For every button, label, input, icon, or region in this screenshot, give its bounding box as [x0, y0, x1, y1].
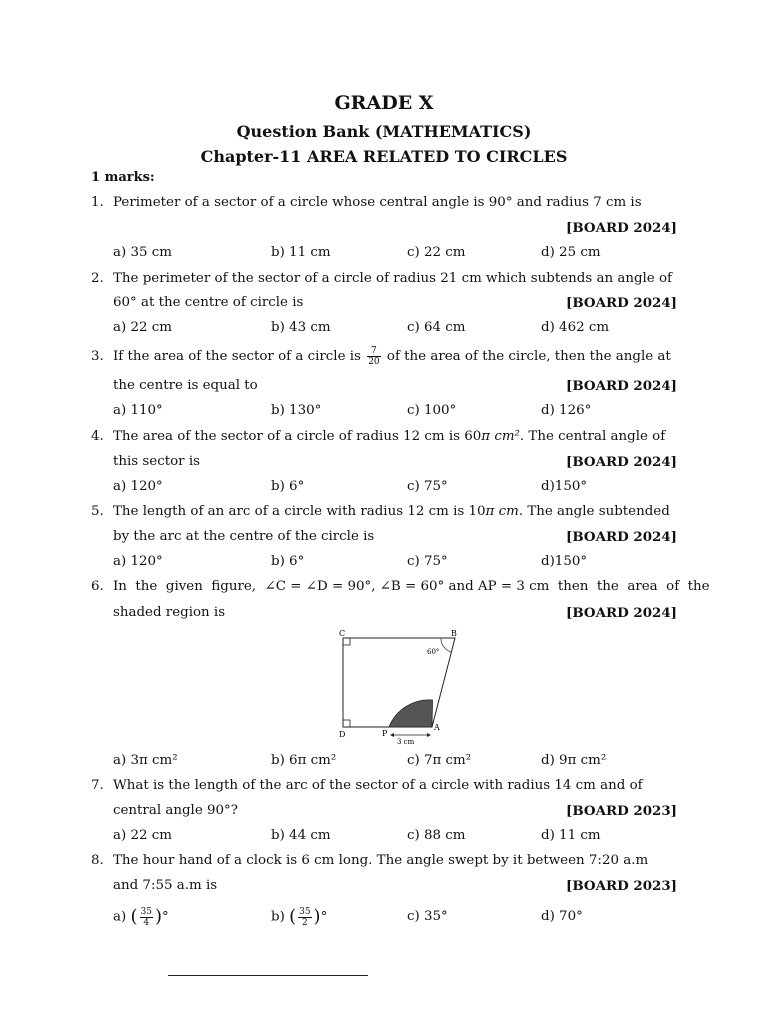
option-c: c) 64 cm [407, 320, 466, 335]
option-a: a) 120° [113, 479, 163, 494]
math-expression: π cm² [481, 429, 520, 444]
board-tag: [BOARD 2024] [566, 454, 677, 470]
option-a: a) 110° [113, 403, 163, 418]
option-d: d) 126° [541, 403, 592, 418]
question-text [113, 345, 678, 369]
label-b: B [451, 629, 457, 638]
option-a [113, 902, 169, 933]
option-d: d) 462 cm [541, 320, 610, 335]
label-length: 3 cm [397, 738, 415, 746]
paren-open: ( [130, 906, 138, 927]
option-c: c) 75° [407, 554, 448, 569]
option-d: d) 25 cm [541, 245, 601, 260]
fraction [140, 907, 153, 928]
option-a: a) 120° [113, 554, 163, 569]
right-angle-mark-d [343, 720, 350, 727]
question-number: 8. [91, 853, 104, 868]
arrow-head-right [427, 733, 431, 737]
board-tag: [BOARD 2024] [566, 295, 677, 311]
board-tag: [BOARD 2023] [566, 878, 677, 894]
option-c: c) 75° [407, 479, 448, 494]
option-c: c) 88 cm [407, 828, 466, 843]
question-text-part: If the area of the sector of a circle is [113, 349, 361, 364]
option-b: b) 6° [271, 554, 305, 569]
label-angle: 60° [427, 648, 440, 656]
option-label: b) [271, 909, 285, 925]
board-tag: [BOARD 2024] [566, 220, 677, 236]
degree-symbol: ° [320, 909, 328, 925]
grade-title: GRADE X [334, 92, 434, 114]
fraction-numerator: 7 [367, 346, 380, 357]
question-text: Perimeter of a sector of a circle whose central angle is 90° and radius 7 cm is [113, 195, 642, 210]
option-c: c) 35° [407, 909, 448, 924]
option-a: a) 22 cm [113, 828, 172, 843]
question-number: 3. [91, 349, 104, 364]
option-label: a) [113, 909, 127, 925]
option-d: d) 70° [541, 909, 583, 924]
degree-symbol: ° [162, 909, 169, 925]
question-number: 4. [91, 429, 104, 444]
board-tag: [BOARD 2023] [566, 803, 677, 819]
question-text-line2: shaded region is [113, 605, 226, 620]
question-text-line2: the centre is equal to [113, 378, 258, 393]
arrow-head-left [390, 733, 394, 737]
angle-arc-b [441, 638, 451, 652]
question-number: 2. [91, 271, 104, 286]
trapezium-figure [330, 626, 465, 746]
option-d: d) 11 cm [541, 828, 601, 843]
question-text: What is the length of the arc of the sector of a circle with radius 14 cm and of [113, 778, 643, 793]
question-number: 1. [91, 195, 104, 210]
question-text-part: . The angle subtended [518, 504, 670, 519]
marks-heading: 1 marks: [91, 170, 155, 185]
question-text-line2: by the arc at the centre of the circle is [113, 529, 375, 544]
fraction-denominator: 20 [368, 357, 380, 367]
label-a: A [434, 723, 440, 732]
board-tag: [BOARD 2024] [566, 605, 677, 621]
question-text [113, 503, 678, 521]
question-text-line2: central angle 90°? [113, 803, 238, 818]
question-text: In the given figure, ∠C = ∠D = 90°, ∠B = 60° and AP = 3 cm then the area of the [113, 579, 710, 594]
subject-title: Question Bank (MATHEMATICS) [236, 122, 532, 141]
option-b: b) 6° [271, 479, 305, 494]
question-text-part: The length of an arc of a circle with radius 12 cm is 10 [113, 504, 486, 519]
option-a: a) 3π cm² [113, 753, 178, 768]
question-text: The perimeter of the sector of a circle of radius 21 cm which subtends an angle of [113, 271, 673, 286]
footer-rule [168, 975, 368, 976]
option-b: b) 6π cm² [271, 753, 337, 768]
option-c: c) 100° [407, 403, 457, 418]
option-d: d) 9π cm² [541, 753, 607, 768]
option-c: c) 22 cm [407, 245, 466, 260]
label-c: C [339, 629, 346, 638]
option-b: b) 130° [271, 403, 322, 418]
right-angle-mark-c [343, 638, 350, 645]
question-text-line2: 60° at the centre of circle is [113, 295, 304, 310]
question-text-part: of the area of the circle, then the angle at [386, 349, 671, 364]
fraction-denominator: 2 [301, 917, 308, 928]
chapter-title: Chapter-11 AREA RELATED TO CIRCLES [200, 147, 568, 166]
fraction-denominator: 4 [143, 917, 150, 928]
fraction [367, 346, 380, 367]
fraction [298, 907, 311, 928]
option-a: a) 35 cm [113, 245, 172, 260]
board-tag: [BOARD 2024] [566, 378, 677, 394]
question-text-part: . The central angle of [519, 429, 666, 444]
question-text [113, 428, 678, 446]
question-number: 7. [91, 778, 104, 793]
paren-close: ) [313, 906, 321, 927]
option-b: b) 44 cm [271, 828, 331, 843]
question-text: The hour hand of a clock is 6 cm long. The angle swept by it between 7:20 a.m [113, 853, 649, 868]
question-text-line2: this sector is [113, 454, 200, 469]
question-number: 6. [91, 579, 104, 594]
shaded-sector [389, 700, 433, 727]
question-text-line2: and 7:55 a.m is [113, 878, 218, 893]
fraction-numerator: 35 [140, 906, 152, 917]
option-c: c) 7π cm² [407, 753, 472, 768]
option-d: d)150° [541, 479, 588, 494]
board-tag: [BOARD 2024] [566, 529, 677, 545]
paren-open: ( [289, 906, 297, 927]
option-a: a) 22 cm [113, 320, 172, 335]
option-b: b) 11 cm [271, 245, 331, 260]
option-b [271, 902, 327, 933]
option-d: d)150° [541, 554, 588, 569]
label-d: D [339, 730, 346, 739]
question-text-part: The area of the sector of a circle of radius 12 cm is 60 [113, 429, 482, 444]
label-p: P [382, 729, 388, 738]
option-b: b) 43 cm [271, 320, 331, 335]
question-number: 5. [91, 504, 104, 519]
fraction-numerator: 35 [299, 906, 311, 917]
paren-close: ) [154, 906, 162, 927]
math-expression: π cm [485, 504, 519, 519]
